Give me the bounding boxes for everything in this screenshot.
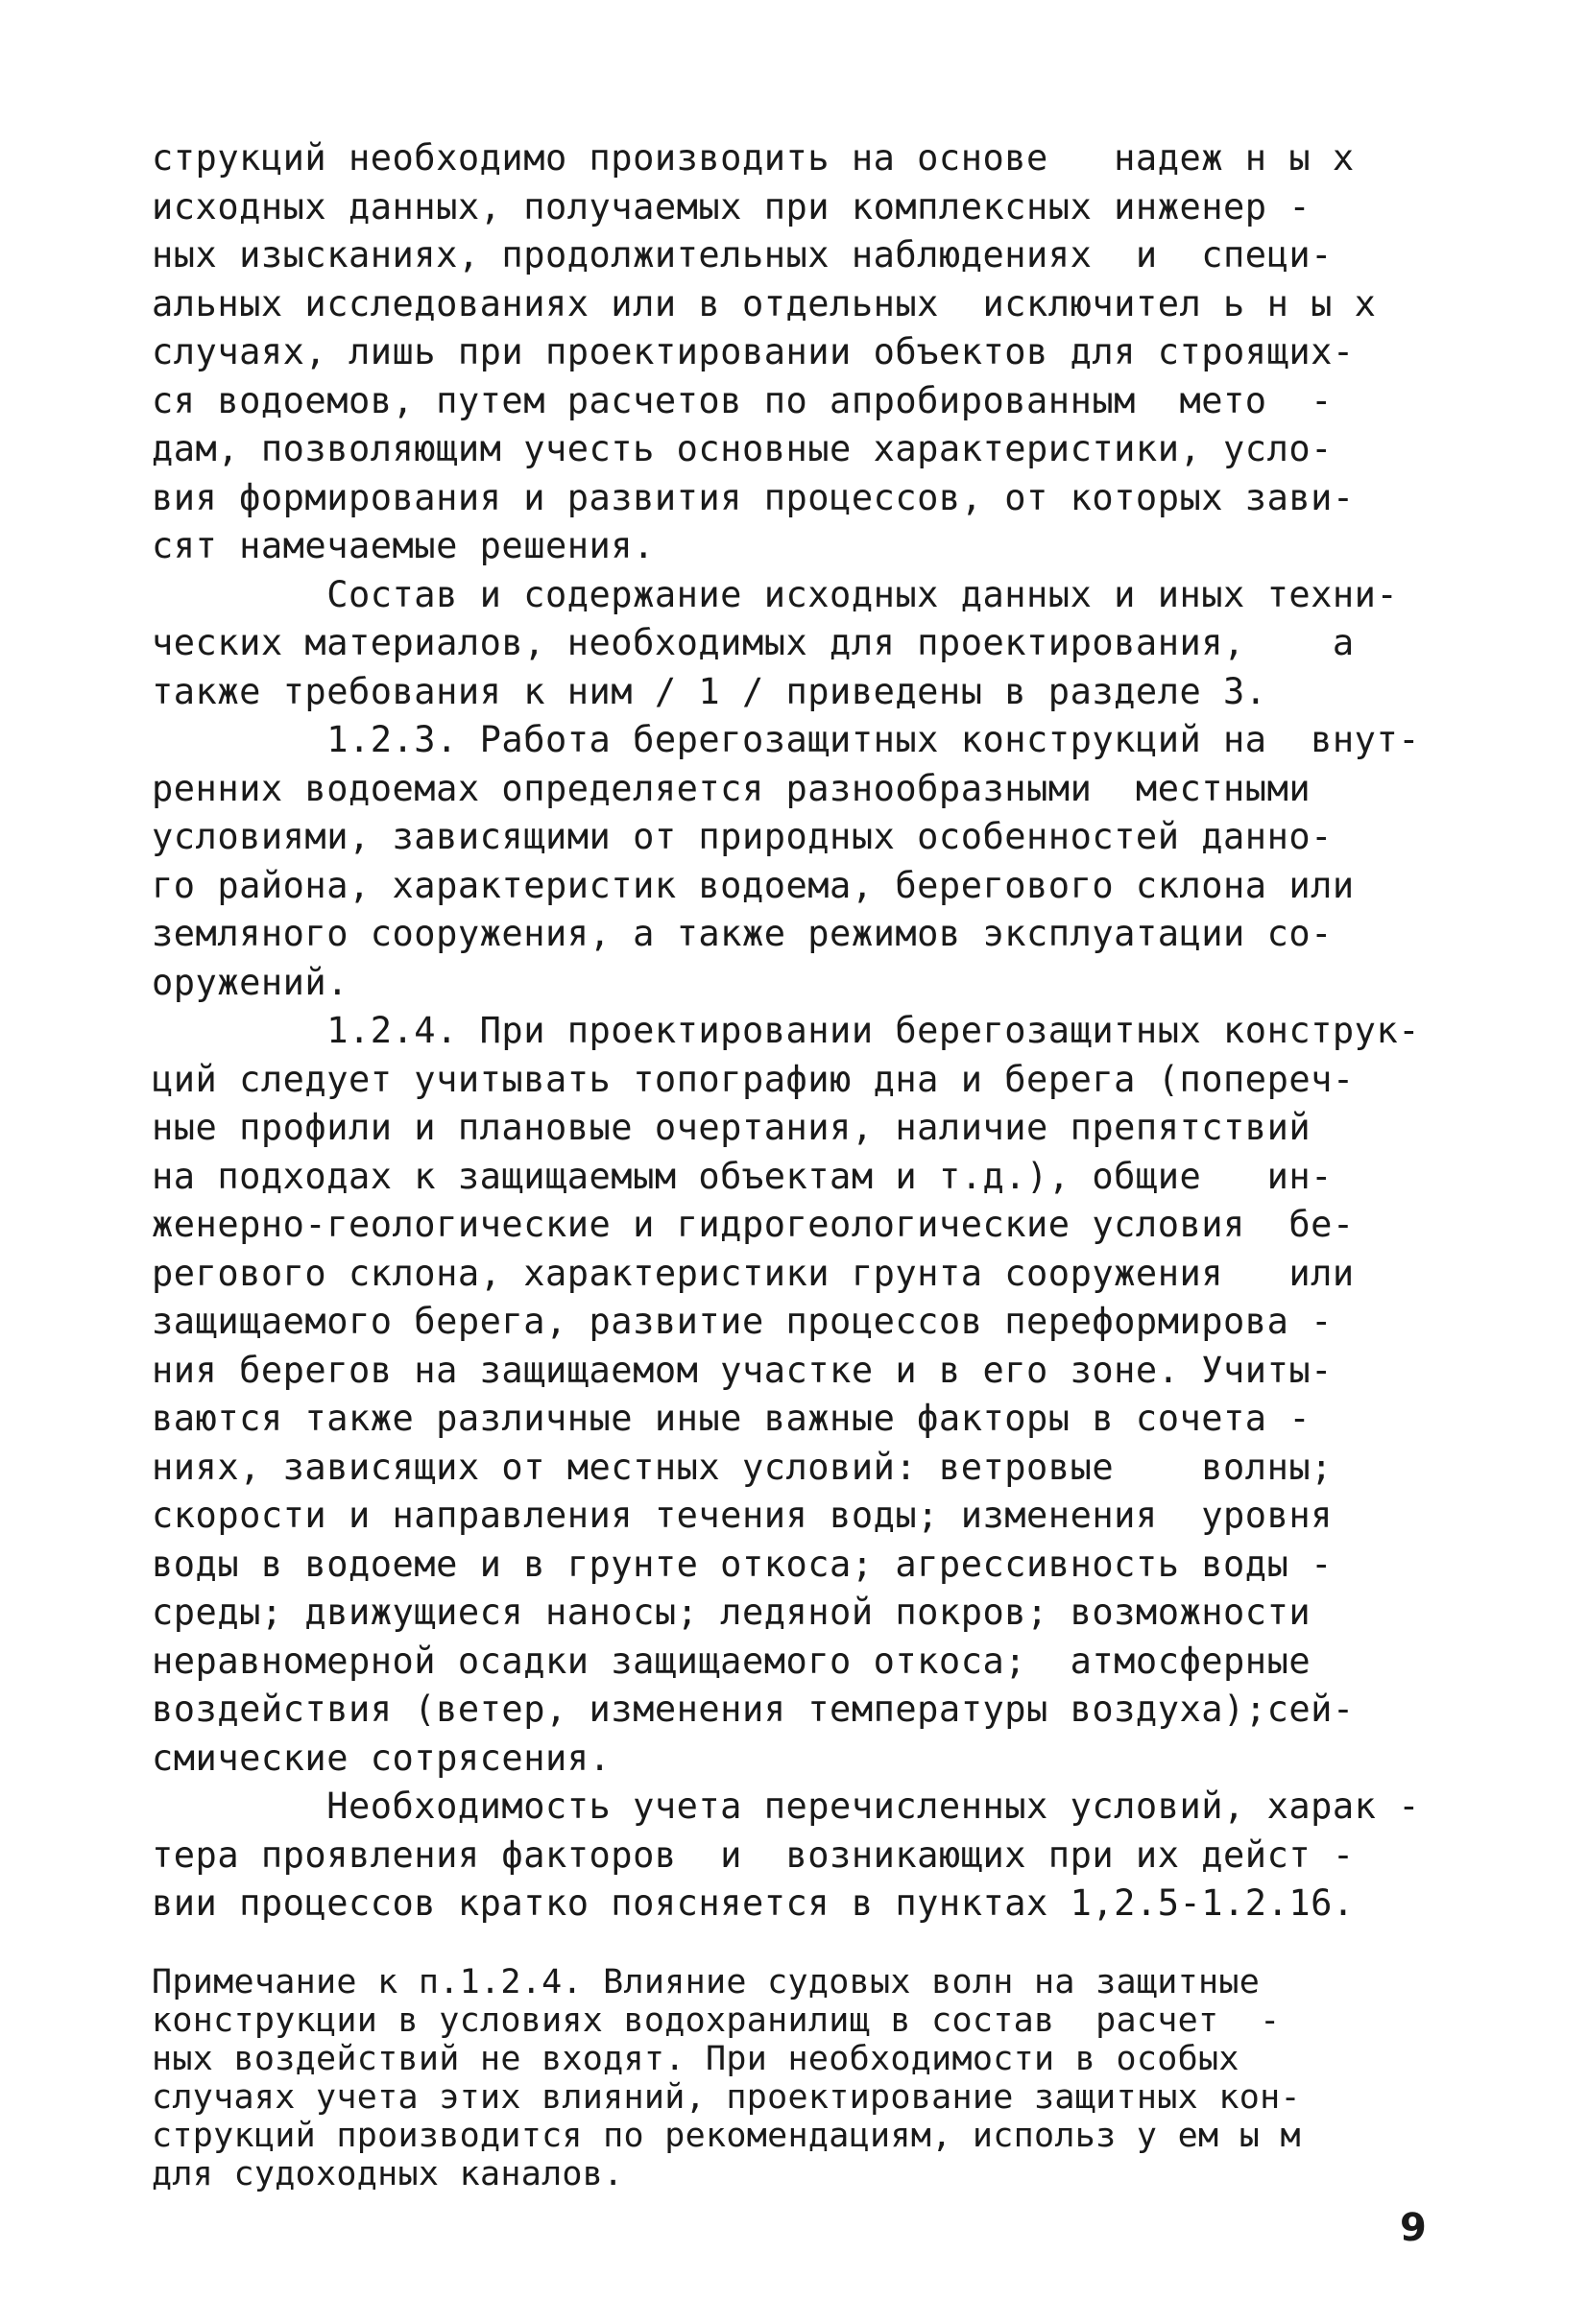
text-line: сят намечаемые решения. [152,525,655,566]
text-line: среды; движущиеся наносы; ледяной покров; возможности [152,1592,1311,1633]
text-line: условиями, зависящими от природных особенностей данно- [152,816,1333,857]
text-line: ся водоемов, путем расчетов по апробированным мето - [152,379,1333,421]
text-line: смические сотрясения. [152,1737,612,1779]
text-line: вии процессов кратко поясняется в пунктах 1,2.5-1.2.16. [152,1882,1355,1924]
footnote-remark [152,1963,1457,2193]
text-line: неравномерной осадки защищаемого откоса; атмосферные [152,1640,1311,1682]
text-line: Необходимость учета перечисленных условий, харак - [152,1785,1421,1827]
main-text [152,134,1438,1929]
text-line: ные профили и плановые очертания, наличие препятствий [152,1107,1311,1148]
note-line: струкций производится по рекомендациям, использ у ем ы м [152,2117,1301,2155]
text-line: ческих материалов, необходимых для проектирования, а [152,622,1355,663]
text-line: 1.2.4. При проектировании берегозащитных конструк- [152,1010,1421,1051]
text-line: регового склона, характеристики грунта сооружения или [152,1252,1355,1294]
text-line: земляного сооружения, а также режимов эксплуатации со- [152,913,1333,954]
text-line: ренних водоемах определяется разнообразными местными [152,767,1311,809]
text-line: ваются также различные иные важные факторы в сочета - [152,1398,1311,1439]
note-line: случаях учета этих влияний, проектирование защитных кон- [152,2078,1301,2117]
text-line: дам, позволяющим учесть основные характеристики, усло- [152,428,1333,469]
note-line: ных воздействий не входят. При необходимости в особых [152,2040,1239,2078]
text-line: вия формирования и развития процессов, от которых зави- [152,476,1355,518]
text-line: Состав и содержание исходных данных и иных техни- [152,573,1399,615]
text-line: го района, характеристик водоема, берегового склона или [152,864,1355,906]
text-line: скорости и направления течения воды; изменения уровня [152,1495,1333,1536]
text-line: тера проявления факторов и возникающих при их дейст - [152,1833,1355,1876]
text-line: ниях, зависящих от местных условий: ветровые волны; [152,1446,1333,1488]
text-line: 1.2.3. Работа берегозащитных конструкций на внут- [152,719,1421,760]
page-number: 9 [1400,2206,1427,2250]
text-line: на подходах к защищаемым объектам и т.д.), общие ин- [152,1155,1333,1197]
text-line: ций следует учитывать топографию дна и берега (попереч- [152,1058,1355,1100]
text-line: оружений. [152,961,349,1003]
text-line: воды в водоеме и в грунте откоса; агрессивность воды - [152,1543,1333,1585]
text-line: альных исследованиях или в отдельных исключител ь н ы х [152,282,1377,324]
text-line: женерно-геологические и гидрогеологические условия бе- [152,1204,1355,1245]
text-line: ных изысканиях, продолжительных наблюдениях и специ- [152,234,1333,276]
text-line: случаях, лишь при проектировании объектов для строящих- [152,331,1355,372]
note-line: Примечание к п.1.2.4. Влияние судовых волн на защитные [152,1963,1261,2001]
text-line: ния берегов на защищаемом участке и в его зоне. Учиты- [152,1349,1333,1391]
note-line: конструкции в условиях водохранилищ в состав расчет - [152,2001,1281,2040]
text-line: струкций необходимо производить на основе надеж н ы х [152,137,1355,179]
text-line: защищаемого берега, развитие процессов переформирова - [152,1301,1333,1342]
note-line: для судоходных каналов. [152,2155,624,2193]
text-line: также требования к ним / 1 / приведены в разделе 3. [152,670,1267,712]
text-line: воздействия (ветер, изменения температуры воздуха);сей- [152,1689,1355,1730]
text-line: исходных данных, получаемых при комплексных инженер - [152,185,1311,228]
